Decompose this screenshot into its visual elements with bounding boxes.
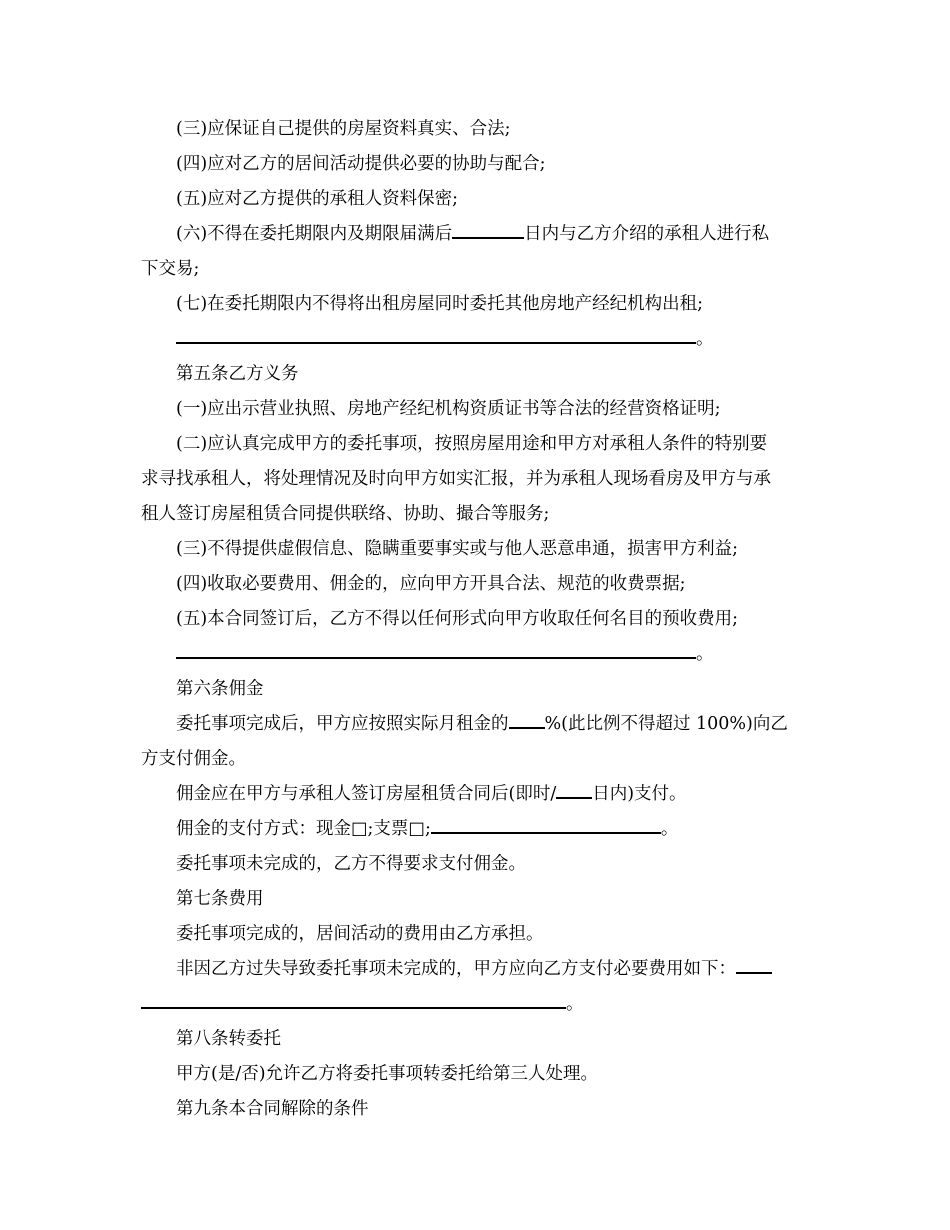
fill-in-blank[interactable] — [431, 820, 661, 834]
fill-in-line — [141, 993, 950, 1015]
clause-text: (五)本合同签订后，乙方不得以任何形式向甲方收取任何名目的预收费用; — [176, 609, 739, 629]
clause-text: (七)在委托期限内不得将出租房屋同时委托其他房地产经纪机构出租; — [176, 294, 704, 314]
clause-text: 方支付佣金。 — [141, 749, 246, 769]
clause-text: 甲方(是/否)允许乙方将委托事项转委托给第三人处理。 — [176, 1064, 599, 1084]
section-heading: 第七条费用 — [176, 889, 264, 909]
clause-text: (三)应保证自己提供的房屋资料真实、合法; — [176, 119, 511, 139]
section-heading: 第六条佣金 — [176, 679, 264, 699]
fill-in-blank[interactable] — [452, 225, 524, 239]
fill-in-line — [176, 643, 950, 665]
fill-in-blank[interactable] — [509, 715, 545, 729]
clause-text — [176, 818, 950, 840]
clause-text — [176, 958, 950, 980]
clause-text: 租人签订房屋租赁合同提供联络、协助、撮合等服务; — [141, 504, 550, 524]
clause-text: (一)应出示营业执照、房地产经纪机构资质证书等合法的经营资格证明; — [176, 399, 721, 419]
clause-text: (三)不得提供虚假信息、隐瞒重要事实或与他人恶意串通，损害甲方利益; — [176, 539, 739, 559]
section-heading: 第八条转委托 — [176, 1029, 281, 1049]
clause-text: (四)应对乙方的居间活动提供必要的协助与配合; — [176, 154, 546, 174]
clause-text: 求寻找承租人，将处理情况及时向甲方如实汇报，并为承租人现场看房及甲方与承 — [141, 469, 771, 489]
clause-text: 委托事项未完成的，乙方不得要求支付佣金。 — [176, 854, 526, 874]
period: 。 — [696, 329, 714, 349]
clause-text: (五)应对乙方提供的承租人资料保密; — [176, 189, 459, 209]
period: 。 — [566, 994, 584, 1014]
clause-text: 委托事项完成的，居间活动的费用由乙方承担。 — [176, 924, 544, 944]
section-heading: 第九条本合同解除的条件 — [176, 1099, 369, 1119]
clause-text-part: (六)不得在委托期限内及期限届满后 — [176, 224, 453, 244]
clause-text: (四)收取必要费用、佣金的，应向甲方开具合法、规范的收费票据; — [176, 574, 686, 594]
clause-text: 下交易; — [141, 259, 200, 279]
clause-text-part: 佣金应在甲方与承租人签订房屋租赁合同后(即时/ — [176, 784, 557, 804]
clause-text-part: 日内与乙方介绍的承租人进行私 — [524, 224, 770, 244]
fill-in-blank[interactable] — [176, 645, 696, 659]
fill-in-blank[interactable] — [141, 995, 566, 1009]
clause-text: (二)应认真完成甲方的委托事项，按照房屋用途和甲方对承租人条件的特别要 — [176, 434, 768, 454]
fill-in-line — [176, 328, 950, 350]
fill-in-blank[interactable] — [556, 785, 592, 799]
fill-in-blank[interactable] — [176, 330, 696, 344]
clause-text — [176, 223, 950, 245]
section-heading: 第五条乙方义务 — [176, 364, 299, 384]
clause-text-part: %(此比例不得超过 100%)向乙 — [544, 714, 788, 734]
clause-text-part: 日内)支付。 — [592, 784, 687, 804]
period: 。 — [660, 819, 679, 839]
fill-in-blank[interactable] — [736, 960, 772, 974]
clause-text — [176, 713, 950, 735]
clause-text-part: 委托事项完成后，甲方应按照实际月租金的 — [176, 714, 509, 734]
clause-text — [176, 783, 950, 805]
clause-text-part: 非因乙方过失导致委托事项未完成的，甲方应向乙方支付必要费用如下： — [176, 959, 736, 979]
period: 。 — [696, 644, 714, 664]
clause-text-part: 佣金的支付方式：现金□;支票□; — [176, 819, 431, 839]
